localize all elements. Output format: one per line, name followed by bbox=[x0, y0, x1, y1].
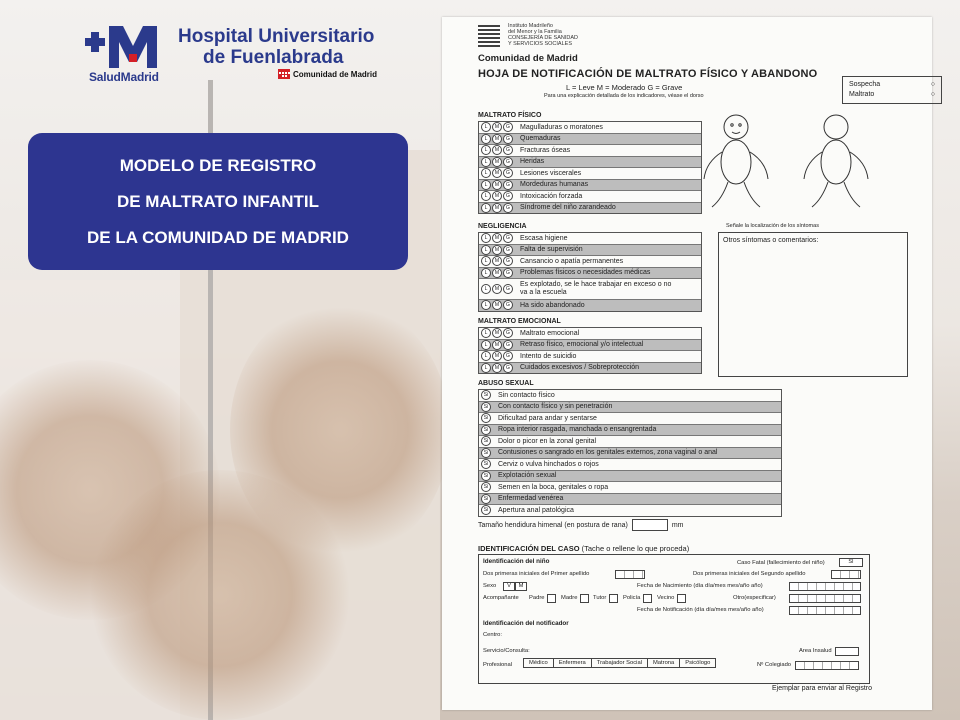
comunidad-madrid-logo bbox=[278, 69, 377, 79]
section-negligencia: NEGLIGENCIA L M G Escasa higiene L M G Falta de supervisión L M G Cansancio o apatía permanentes L M G Problemas físicos o necesidades médicas L M G Es explotado, se le hace trabajar en exceso o no va a la escuela L M G Ha sido abandonado bbox=[478, 223, 702, 312]
profesional-options: Médico Enfermera Trabajador Social Matrona Psicólogo bbox=[523, 658, 716, 668]
radio-circle-icon: ○ bbox=[930, 81, 935, 88]
section-abuso-sexual: ABUSO SEXUAL Si Sin contacto físico Si Con contacto físico y sin penetración Si Dificultad para andar y sentarse Si Ropa interior rasgada, manchada o ensangrentada Si Dolor o picor en la zonal genital Si Contusiones o sangrado en los genitales externos, zona vaginal o anal Si Cerviz o vulva hinchados o rojos Si Explotación sexual Si Semen en la boca, genitales o ropa Si Enfermedad venérea Si Apertura anal patológica bbox=[478, 380, 782, 517]
form-org: Comunidad de Madrid bbox=[478, 53, 578, 64]
section-maltrato-emocional: MALTRATO EMOCIONAL L M G Maltrato emocional L M G Retraso físico, emocional y/o intelectual L M G Intento de suicidio L M G Cuidados excesivos / Sobreprotección bbox=[478, 318, 702, 374]
salud-madrid-label: SaludMadrid bbox=[89, 70, 159, 84]
hospital-name-line1: Hospital Universitario bbox=[178, 26, 375, 47]
notification-form-image bbox=[442, 17, 935, 710]
otros-sintomas-box: Otros síntomas o comentarios: bbox=[718, 232, 908, 377]
slide-title-line2: DE MALTRATO INFANTIL bbox=[116, 191, 320, 211]
sospecha-maltrato-box: Sospecha ○ Maltrato ○ bbox=[842, 76, 942, 104]
form-title: HOJA DE NOTIFICACIÓN DE MALTRATO FÍSICO Y ABANDONO bbox=[478, 68, 818, 80]
body-figures-icon bbox=[698, 107, 898, 217]
madrid-flag-icon bbox=[278, 69, 290, 79]
hospital-name-line2: de Fuenlabrada bbox=[203, 47, 344, 68]
figure-caption: Señale la localización de los síntomas bbox=[726, 223, 819, 229]
salud-madrid-logo-icon bbox=[85, 24, 167, 72]
form-subtitle: Para una explicación detallada de los indicadores, véase el dorso bbox=[544, 93, 704, 99]
ident-title: IDENTIFICACIÓN DEL CASO (Tache o rellene lo que proceda) bbox=[478, 544, 690, 553]
slide-title-line3: DE LA COMUNIDAD DE MADRID bbox=[87, 227, 349, 247]
comunidad-madrid-label: Comunidad de Madrid bbox=[293, 69, 377, 79]
slide-title-line1: MODELO DE REGISTRO bbox=[119, 155, 317, 175]
ident-box: Identificación del niño Caso Fatal (fallecimiento del niño) SI Dos primeras iniciales del Primer apellido Dos primeras iniciales del Segundo apellido Sexo V M Fecha de Nacimiento (día día/mes mes/año año) Acompañante Padre Madre Tutor Policía Vecino Otro(especificar) Fecha de Notificación (día día/mes mes/año año) Identificación del notificador Centro: Servicio/Consulta: Area Insalud Profesional Médico Enfermera Trabajador Social Matrona Psicólogo Nº Colegiado bbox=[478, 554, 870, 684]
madrid-emblem-icon bbox=[478, 25, 500, 47]
header-logos bbox=[85, 20, 415, 90]
form-legend: L = Leve M = Moderado G = Grave bbox=[566, 83, 683, 92]
radio-circle-icon: ○ bbox=[930, 91, 935, 98]
tamano-hendidura: Tamaño hendidura himenal (en postura de rana) mm bbox=[478, 519, 684, 531]
institute-lines: Instituto Madrileño del Menor y la Familia CONSEJERÍA DE SANIDAD Y SERVICIOS SOCIALES bbox=[508, 23, 578, 47]
ejemplar-label: Ejemplar para enviar al Registro bbox=[772, 685, 872, 692]
section-maltrato-fisico: MALTRATO FÍSICO L M G Magulladuras o moratones L M G Quemaduras L M G Fracturas óseas L M G Heridas L M G Lesiones viscerales L M G Mordeduras humanas L M G Intoxicación forzada L M G Síndrome del niño zarandeado bbox=[478, 112, 702, 214]
slide-title-box bbox=[28, 133, 408, 270]
